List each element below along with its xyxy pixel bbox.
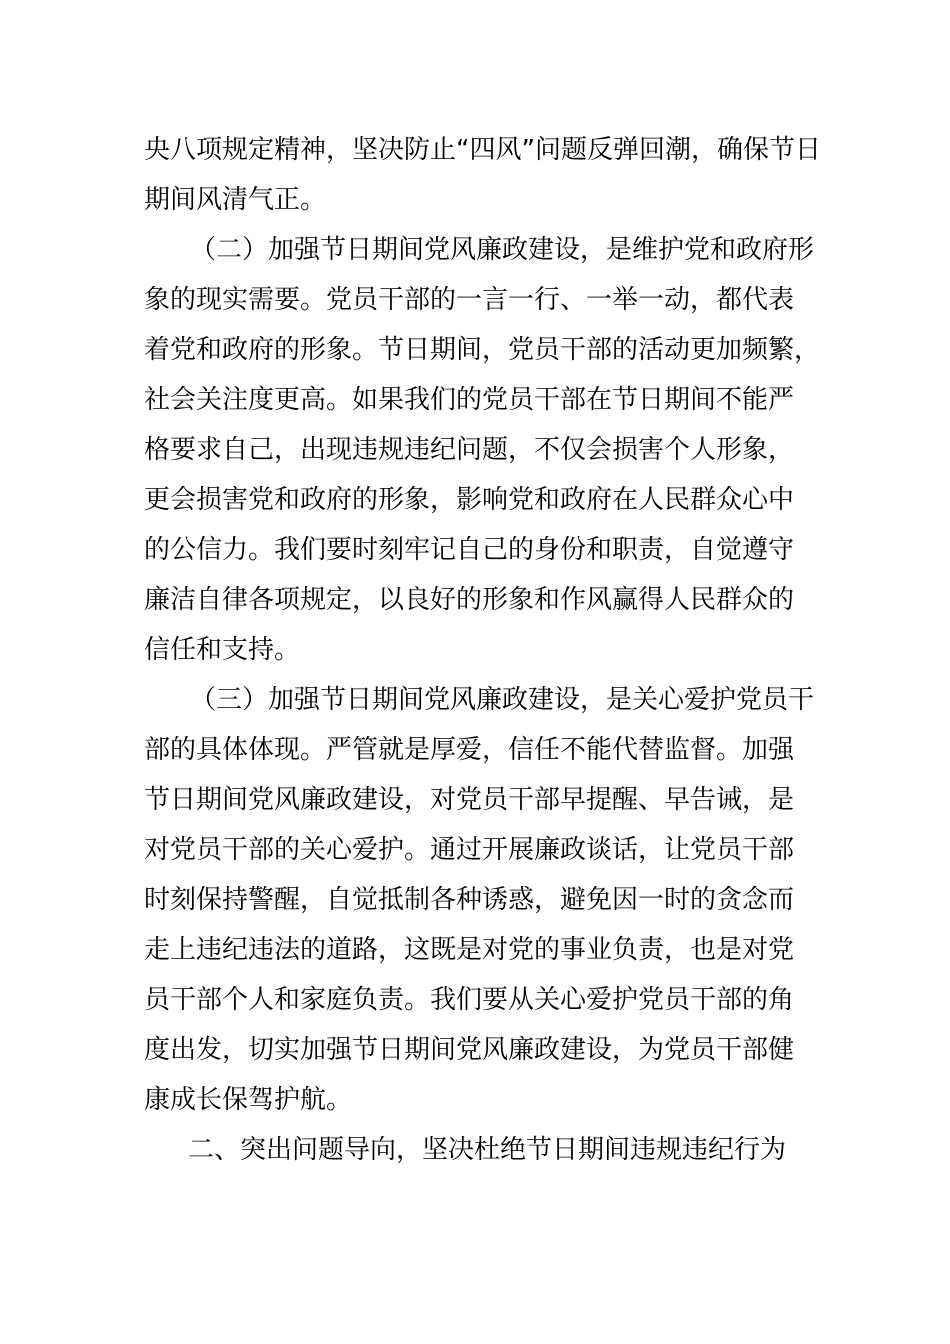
text-line: 象的现实需要。党员干部的一言一行、一举一动，都代表	[144, 285, 795, 315]
text-line: 格要求自己，出现违规违纪问题，不仅会损害个人形象，	[144, 435, 795, 465]
text-line: 度出发，切实加强节日期间党风廉政建设，为党员干部健	[144, 1035, 795, 1065]
text-line: 时刻保持警醒，自觉抵制各种诱惑，避免因一时的贪念而	[144, 885, 795, 915]
text-line: 员干部个人和家庭负责。我们要从关心爱护党员干部的角	[144, 985, 795, 1015]
text-line: 廉洁自律各项规定，以良好的形象和作风赢得人民群众的	[144, 585, 795, 615]
text-line: 部的具体体现。严管就是厚爱，信任不能代替监督。加强	[144, 735, 795, 765]
text-line: 期间风清气正。	[144, 185, 327, 215]
text-line: 社会关注度更高。如果我们的党员干部在节日期间不能严	[144, 385, 795, 415]
text-line: 央八项规定精神，坚决防止“四风”问题反弹回潮，确保节日	[144, 135, 821, 165]
text-line: 走上违纪违法的道路，这既是对党的事业负责，也是对党	[144, 935, 795, 965]
text-line: 节日期间党风廉政建设，对党员干部早提醒、早告诫，是	[144, 785, 795, 815]
text-line: 信任和支持。	[144, 635, 301, 665]
text-line: 对党员干部的关心爱护。通过开展廉政谈话，让党员干部	[144, 835, 795, 865]
paragraph-heading-2: （二）加强节日期间党风廉政建设，是维护党和政府形	[190, 235, 815, 265]
section-heading: 二、突出问题导向，坚决杜绝节日期间违规违纪行为	[188, 1135, 787, 1165]
text-line: 着党和政府的形象。节日期间，党员干部的活动更加频繁，	[144, 335, 821, 365]
text-line: 康成长保驾护航。	[144, 1085, 353, 1115]
text-line: 的公信力。我们要时刻牢记自己的身份和职责，自觉遵守	[144, 535, 795, 565]
text-line: 更会损害党和政府的形象，影响党和政府在人民群众心中	[144, 485, 795, 515]
paragraph-heading-3: （三）加强节日期间党风廉政建设，是关心爱护党员干	[190, 685, 815, 715]
